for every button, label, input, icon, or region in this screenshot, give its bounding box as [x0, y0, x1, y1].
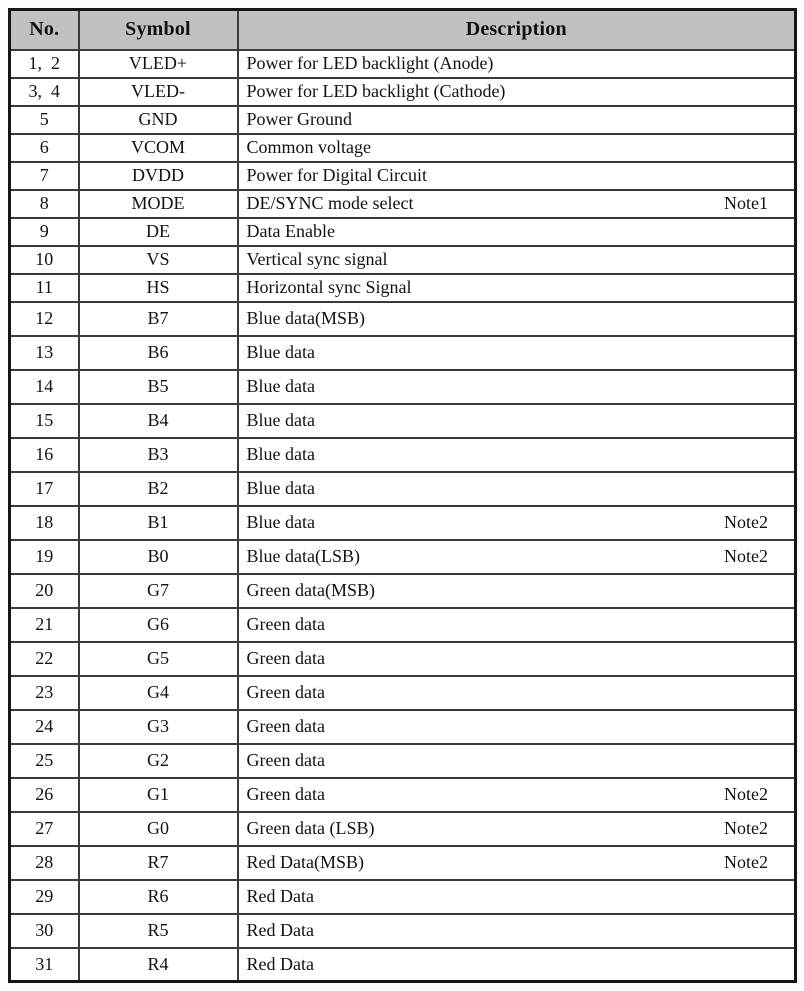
table-row	[10, 540, 796, 574]
description-cell	[238, 642, 796, 676]
pin-description-table	[8, 8, 797, 983]
description-text: Data Enable	[246, 221, 335, 241]
table-row	[10, 506, 796, 540]
header-row	[10, 10, 796, 50]
description-text: Blue data	[246, 444, 315, 464]
description-text: Vertical sync signal	[246, 249, 388, 269]
description-text: Red Data	[246, 920, 314, 940]
pin-no-cell: 12	[10, 302, 79, 336]
description-cell	[238, 676, 796, 710]
description-cell	[238, 812, 796, 846]
symbol-cell: B0	[79, 540, 238, 574]
table-row	[10, 246, 796, 274]
description-text: Common voltage	[246, 137, 371, 157]
table-row	[10, 676, 796, 710]
pin-no-cell: 11	[10, 274, 79, 302]
table-row	[10, 274, 796, 302]
note-label: Note2	[724, 818, 768, 838]
pin-no-cell: 18	[10, 506, 79, 540]
symbol-cell: B6	[79, 336, 238, 370]
table-row	[10, 302, 796, 336]
symbol-cell: B7	[79, 302, 238, 336]
pin-no-cell: 1, 2	[10, 50, 79, 78]
description-text: DE/SYNC mode select	[246, 193, 414, 213]
description-text: Power Ground	[246, 109, 352, 129]
description-cell	[238, 880, 796, 914]
symbol-cell: DE	[79, 218, 238, 246]
description-cell	[238, 778, 796, 812]
table-row	[10, 642, 796, 676]
pin-no-cell: 14	[10, 370, 79, 404]
table-row	[10, 948, 796, 982]
description-cell	[238, 190, 796, 218]
symbol-cell: B4	[79, 404, 238, 438]
description-text: Blue data	[246, 478, 315, 498]
pin-no-cell: 13	[10, 336, 79, 370]
description-cell	[238, 302, 796, 336]
pin-no-cell: 31	[10, 948, 79, 982]
description-cell	[238, 948, 796, 982]
symbol-cell: G0	[79, 812, 238, 846]
symbol-cell: VS	[79, 246, 238, 274]
description-text: Blue data	[246, 376, 315, 396]
description-cell	[238, 218, 796, 246]
description-text: Green data	[246, 682, 325, 702]
description-text: Power for LED backlight (Cathode)	[246, 81, 506, 101]
note-label: Note2	[724, 784, 768, 804]
symbol-cell: VLED-	[79, 78, 238, 106]
table-row	[10, 336, 796, 370]
description-text: Blue data	[246, 342, 315, 362]
symbol-cell: B5	[79, 370, 238, 404]
description-cell	[238, 50, 796, 78]
table-row	[10, 812, 796, 846]
pin-no-cell: 5	[10, 106, 79, 134]
pin-no-cell: 3, 4	[10, 78, 79, 106]
description-cell	[238, 336, 796, 370]
symbol-cell: R5	[79, 914, 238, 948]
pin-no-cell: 23	[10, 676, 79, 710]
pin-no-cell: 22	[10, 642, 79, 676]
description-cell	[238, 274, 796, 302]
description-cell	[238, 106, 796, 134]
table-row	[10, 778, 796, 812]
symbol-cell: R6	[79, 880, 238, 914]
pin-no-cell: 17	[10, 472, 79, 506]
description-cell	[238, 540, 796, 574]
column-header-no: No.	[10, 10, 79, 50]
table-row	[10, 218, 796, 246]
table-body	[10, 50, 796, 982]
symbol-cell: B1	[79, 506, 238, 540]
description-cell	[238, 438, 796, 472]
description-cell	[238, 162, 796, 190]
description-text: Green data	[246, 750, 325, 770]
symbol-cell: B3	[79, 438, 238, 472]
table-row	[10, 438, 796, 472]
column-header-symbol: Symbol	[79, 10, 238, 50]
pin-no-cell: 29	[10, 880, 79, 914]
table-row	[10, 370, 796, 404]
table-row	[10, 50, 796, 78]
table-row	[10, 744, 796, 778]
pin-no-cell: 26	[10, 778, 79, 812]
table-row	[10, 710, 796, 744]
symbol-cell: G1	[79, 778, 238, 812]
note-label: Note2	[724, 512, 768, 532]
pin-no-cell: 21	[10, 608, 79, 642]
table-row	[10, 574, 796, 608]
description-cell	[238, 846, 796, 880]
pin-no-cell: 7	[10, 162, 79, 190]
description-cell	[238, 506, 796, 540]
symbol-cell: G3	[79, 710, 238, 744]
description-text: Power for LED backlight (Anode)	[246, 53, 494, 73]
description-cell	[238, 370, 796, 404]
table-row	[10, 846, 796, 880]
note-label: Note2	[724, 546, 768, 566]
description-text: Blue data(MSB)	[246, 308, 365, 328]
symbol-cell: G6	[79, 608, 238, 642]
description-cell	[238, 246, 796, 274]
pin-no-cell: 28	[10, 846, 79, 880]
pin-no-cell: 10	[10, 246, 79, 274]
description-cell	[238, 134, 796, 162]
symbol-cell: G4	[79, 676, 238, 710]
description-text: Green data(MSB)	[246, 580, 375, 600]
pin-no-cell: 19	[10, 540, 79, 574]
description-text: Blue data	[246, 512, 315, 532]
table-row	[10, 106, 796, 134]
description-text: Horizontal sync Signal	[246, 277, 412, 297]
pin-no-cell: 8	[10, 190, 79, 218]
table-row	[10, 134, 796, 162]
table-row	[10, 914, 796, 948]
description-text: Green data	[246, 784, 325, 804]
description-cell	[238, 710, 796, 744]
symbol-cell: G5	[79, 642, 238, 676]
note-label: Note2	[724, 852, 768, 872]
table-row	[10, 78, 796, 106]
symbol-cell: MODE	[79, 190, 238, 218]
symbol-cell: DVDD	[79, 162, 238, 190]
pin-no-cell: 27	[10, 812, 79, 846]
pin-no-cell: 16	[10, 438, 79, 472]
description-cell	[238, 472, 796, 506]
description-text: Red Data(MSB)	[246, 852, 364, 872]
description-cell	[238, 744, 796, 778]
description-cell	[238, 404, 796, 438]
description-cell	[238, 78, 796, 106]
symbol-cell: G7	[79, 574, 238, 608]
symbol-cell: GND	[79, 106, 238, 134]
note-label: Note1	[724, 193, 768, 213]
description-cell	[238, 914, 796, 948]
column-header-description: Description	[238, 10, 796, 50]
table-row	[10, 190, 796, 218]
description-text: Green data	[246, 716, 325, 736]
table-row	[10, 608, 796, 642]
pin-no-cell: 30	[10, 914, 79, 948]
symbol-cell: R7	[79, 846, 238, 880]
pin-no-cell: 9	[10, 218, 79, 246]
description-text: Blue data	[246, 410, 315, 430]
description-text: Green data	[246, 614, 325, 634]
symbol-cell: B2	[79, 472, 238, 506]
pin-no-cell: 15	[10, 404, 79, 438]
pin-no-cell: 25	[10, 744, 79, 778]
table-header	[10, 10, 796, 50]
description-text: Red Data	[246, 953, 314, 974]
table-row	[10, 404, 796, 438]
description-text: Green data (LSB)	[246, 818, 375, 838]
description-text: Blue data(LSB)	[246, 546, 360, 566]
description-cell	[238, 574, 796, 608]
pin-no-cell: 20	[10, 574, 79, 608]
symbol-cell: HS	[79, 274, 238, 302]
pin-no-cell: 6	[10, 134, 79, 162]
symbol-cell: G2	[79, 744, 238, 778]
description-text: Power for Digital Circuit	[246, 165, 427, 185]
symbol-cell: VCOM	[79, 134, 238, 162]
description-text: Green data	[246, 648, 325, 668]
symbol-cell: VLED+	[79, 50, 238, 78]
table-row	[10, 880, 796, 914]
table-row	[10, 162, 796, 190]
description-text: Red Data	[246, 886, 314, 906]
description-cell	[238, 608, 796, 642]
symbol-cell: R4	[79, 948, 238, 982]
table-row	[10, 472, 796, 506]
pin-no-cell: 24	[10, 710, 79, 744]
